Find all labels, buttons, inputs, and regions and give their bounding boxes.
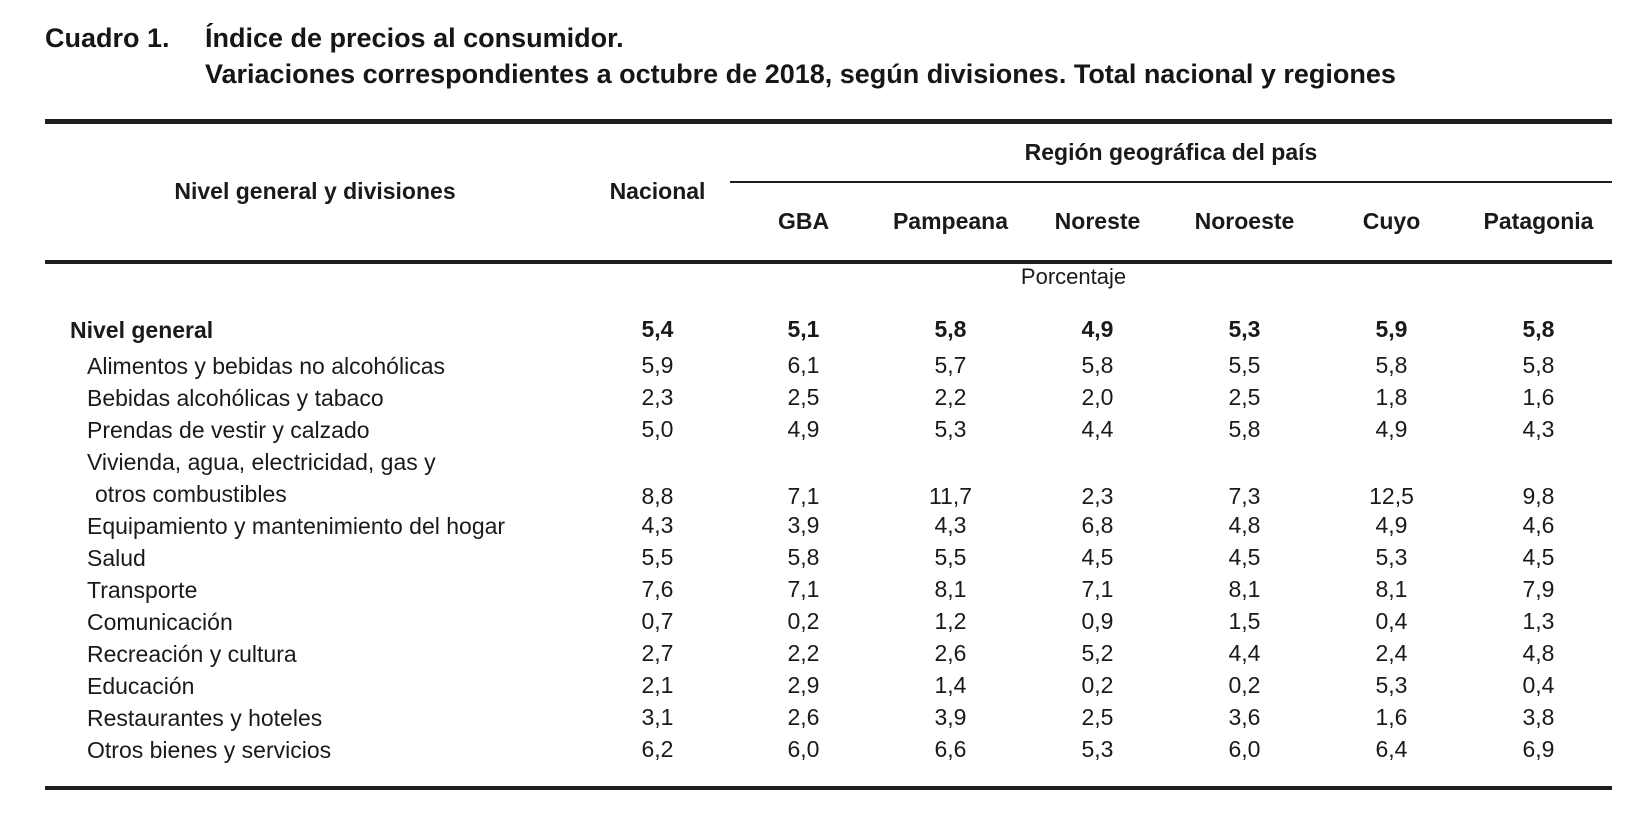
- value-cell: 5,0: [641, 416, 674, 442]
- table-row: [45, 310, 1612, 350]
- value-cell: 5,3: [1081, 736, 1114, 762]
- value-cell: 5,8: [1522, 352, 1555, 378]
- value-cell: 6,0: [1228, 736, 1261, 762]
- value-cell: 4,9: [787, 416, 820, 442]
- value-cell: 4,5: [1081, 544, 1114, 570]
- value-cell: 6,0: [787, 736, 820, 762]
- value-cell: 1,8: [1375, 384, 1408, 410]
- value-cell: 0,2: [1228, 672, 1261, 698]
- value-cell: 3,9: [934, 704, 967, 730]
- value-cell: 4,6: [1522, 512, 1555, 538]
- value-cell: 5,2: [1081, 640, 1114, 666]
- value-cell: 2,5: [1081, 704, 1114, 730]
- row-label: Transporte: [87, 576, 198, 603]
- value-cell: 4,5: [1228, 544, 1261, 570]
- value-cell: 1,6: [1522, 384, 1555, 410]
- value-cell: 6,8: [1081, 512, 1114, 538]
- unit-row: [45, 262, 1612, 310]
- value-cell: 0,7: [641, 608, 674, 634]
- ipc-table: [45, 119, 1612, 790]
- region-group-header: Región geográfica del país: [730, 122, 1612, 182]
- value-cell: 5,3: [1375, 544, 1408, 570]
- value-cell: 5,5: [641, 544, 674, 570]
- value-cell: 2,6: [787, 704, 820, 730]
- region-column-header-cuyo: Cuyo: [1362, 207, 1421, 234]
- table-row: [45, 702, 1612, 734]
- row-label: Bebidas alcohólicas y tabaco: [87, 384, 384, 411]
- value-cell: 2,7: [641, 640, 674, 666]
- value-cell: 11,7: [928, 482, 973, 509]
- value-cell: 5,5: [1228, 352, 1261, 378]
- value-cell: 7,1: [787, 482, 820, 509]
- value-cell: 5,1: [787, 316, 820, 342]
- row-label: Restaurantes y hoteles: [87, 704, 323, 731]
- national-column-header: Nacional: [609, 178, 706, 205]
- value-cell: 7,6: [641, 576, 674, 602]
- value-cell: 2,4: [1375, 640, 1408, 666]
- row-label: Recreación y cultura: [87, 640, 297, 667]
- row-label: Vivienda, agua, electricidad, gas y otros combustibles: [87, 448, 436, 507]
- table-row: [45, 510, 1612, 542]
- region-column-header-pampeana: Pampeana: [892, 207, 1009, 234]
- value-cell: 8,8: [641, 482, 674, 509]
- row-label: Educación: [87, 672, 195, 699]
- value-cell: 3,9: [787, 512, 820, 538]
- value-cell: 1,2: [934, 608, 967, 634]
- value-cell: 0,4: [1375, 608, 1408, 634]
- value-cell: 6,1: [787, 352, 820, 378]
- table-title-line2: Variaciones correspondientes a octubre de 2018, según divisiones. Total nacional y regiones: [205, 59, 1396, 89]
- value-cell: 1,5: [1228, 608, 1261, 634]
- table-title-text: [205, 20, 1396, 92]
- value-cell: 8,1: [1375, 576, 1408, 602]
- value-cell: 6,2: [641, 736, 674, 762]
- value-cell: 2,5: [787, 384, 820, 410]
- value-cell: 4,3: [934, 512, 967, 538]
- row-label: Equipamiento y mantenimiento del hogar: [87, 512, 506, 539]
- table-header: [45, 122, 1612, 262]
- table-row: [45, 542, 1612, 574]
- value-cell: 4,3: [1522, 416, 1555, 442]
- table-row: [45, 350, 1612, 382]
- region-column-header-noreste: Noreste: [1054, 207, 1141, 234]
- value-cell: 6,4: [1375, 736, 1408, 762]
- table-row: [45, 638, 1612, 670]
- unit-label: Porcentaje: [1020, 263, 1127, 289]
- value-cell: 7,1: [1081, 576, 1114, 602]
- value-cell: 0,4: [1522, 672, 1555, 698]
- value-cell: 5,8: [934, 316, 967, 342]
- table-row: [45, 382, 1612, 414]
- value-cell: 1,4: [934, 672, 967, 698]
- table-row: [45, 574, 1612, 606]
- value-cell: 2,3: [641, 384, 674, 410]
- value-cell: 1,6: [1375, 704, 1408, 730]
- value-cell: 2,3: [1081, 482, 1114, 509]
- table-row: [45, 414, 1612, 446]
- table-row: [45, 734, 1612, 788]
- row-label: Prendas de vestir y calzado: [87, 416, 370, 443]
- table-number-label: Cuadro 1.: [45, 23, 170, 53]
- value-cell: 4,4: [1081, 416, 1114, 442]
- value-cell: 0,9: [1081, 608, 1114, 634]
- row-label: Nivel general: [70, 316, 214, 343]
- value-cell: 5,8: [1375, 352, 1408, 378]
- value-cell: 4,9: [1375, 416, 1408, 442]
- value-cell: 5,7: [934, 352, 967, 378]
- value-cell: 4,8: [1228, 512, 1261, 538]
- value-cell: 5,8: [1081, 352, 1114, 378]
- value-cell: 8,1: [1228, 576, 1261, 602]
- value-cell: 2,9: [787, 672, 820, 698]
- value-cell: 1,3: [1522, 608, 1555, 634]
- value-cell: 5,3: [1228, 316, 1261, 342]
- table-row: [45, 670, 1612, 702]
- value-cell: 6,9: [1522, 736, 1555, 762]
- value-cell: 3,6: [1228, 704, 1261, 730]
- value-cell: 2,6: [934, 640, 967, 666]
- table-title-line1: Índice de precios al consumidor.: [205, 23, 624, 53]
- value-cell: 5,3: [1375, 672, 1408, 698]
- value-cell: 4,9: [1375, 512, 1408, 538]
- table-body: [45, 310, 1612, 788]
- value-cell: 2,5: [1228, 384, 1261, 410]
- row-label: Comunicación: [87, 608, 233, 635]
- value-cell: 9,8: [1522, 482, 1555, 509]
- value-cell: 4,8: [1522, 640, 1555, 666]
- value-cell: 2,2: [787, 640, 820, 666]
- value-cell: 5,3: [934, 416, 967, 442]
- table-row: [45, 446, 1612, 510]
- value-cell: 5,8: [1228, 416, 1261, 442]
- table-title: [45, 20, 1649, 92]
- row-label: Otros bienes y servicios: [87, 736, 332, 763]
- value-cell: 7,1: [787, 576, 820, 602]
- value-cell: 12,5: [1369, 482, 1414, 509]
- region-column-header-patagonia: Patagonia: [1483, 207, 1594, 234]
- value-cell: 5,4: [641, 316, 674, 342]
- value-cell: 3,1: [641, 704, 674, 730]
- value-cell: 7,3: [1228, 482, 1261, 509]
- value-cell: 7,9: [1522, 576, 1555, 602]
- unit-row-spacer: [45, 262, 585, 310]
- table-row: [45, 606, 1612, 638]
- region-column-header-noroeste: Noroeste: [1194, 207, 1295, 234]
- value-cell: 4,4: [1228, 640, 1261, 666]
- row-label: Alimentos y bebidas no alcohólicas: [87, 352, 445, 379]
- value-cell: 2,0: [1081, 384, 1114, 410]
- value-cell: 2,2: [934, 384, 967, 410]
- value-cell: 5,9: [641, 352, 674, 378]
- value-cell: 5,9: [1375, 316, 1408, 342]
- value-cell: 5,8: [1522, 316, 1555, 342]
- value-cell: 6,6: [934, 736, 967, 762]
- value-cell: 3,8: [1522, 704, 1555, 730]
- value-cell: 0,2: [1081, 672, 1114, 698]
- value-cell: 2,1: [641, 672, 674, 698]
- value-cell: 4,9: [1081, 316, 1114, 342]
- divisions-column-header: Nivel general y divisiones: [174, 178, 456, 205]
- value-cell: 0,2: [787, 608, 820, 634]
- value-cell: 4,3: [641, 512, 674, 538]
- value-cell: 5,5: [934, 544, 967, 570]
- row-label: Salud: [87, 544, 146, 571]
- value-cell: 5,8: [787, 544, 820, 570]
- value-cell: 8,1: [934, 576, 967, 602]
- region-column-header-gba: GBA: [777, 207, 830, 234]
- value-cell: 4,5: [1522, 544, 1555, 570]
